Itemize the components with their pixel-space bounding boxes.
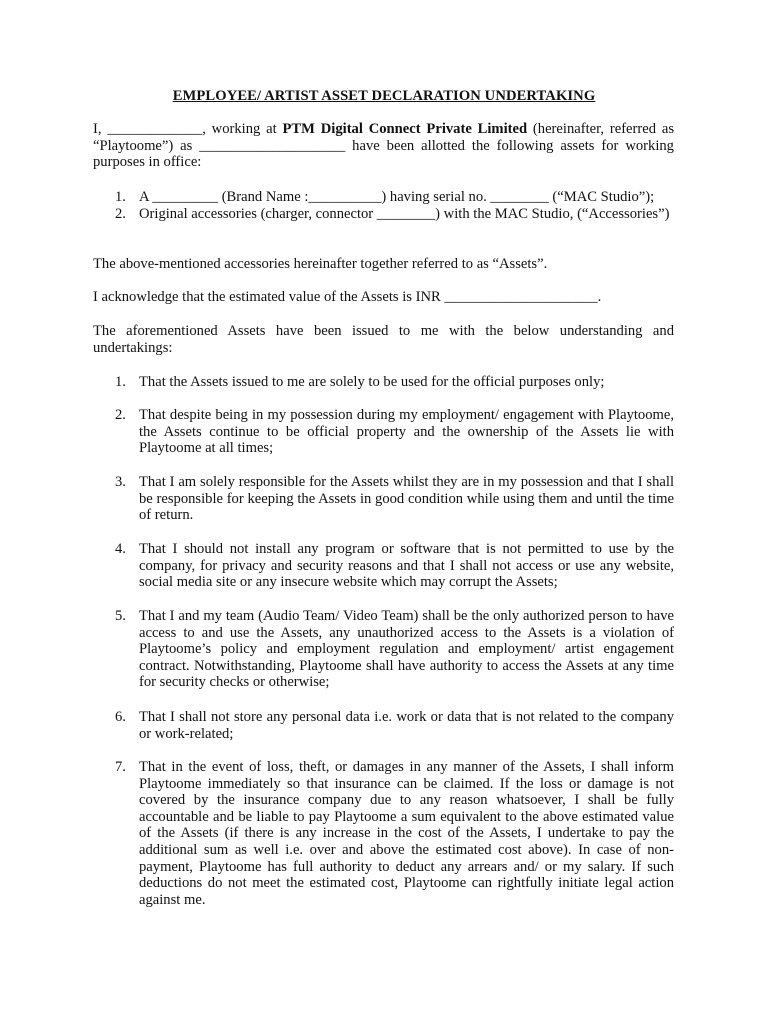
list-number: 2. bbox=[115, 407, 126, 423]
undertakings-list bbox=[93, 541, 674, 591]
intro-text-1: I, bbox=[93, 121, 108, 137]
assets-list-item bbox=[93, 189, 674, 206]
undertaking-item bbox=[93, 709, 674, 742]
designation-blank: ____________________ bbox=[199, 137, 346, 154]
undertaking-item bbox=[93, 374, 674, 391]
list-text: That despite being in my possession during my employment/ engagement with Playtoome, the Assets continue to be official property and the ownership of the Assets lie with Playtoome at all times; bbox=[139, 407, 674, 457]
list-number: 1. bbox=[115, 189, 126, 205]
list-text: That in the event of loss, theft, or damages in any manner of the Assets, I shall inform Playtoome immediately so that insurance can be claimed. If the loss or damage is not covered by the insurance company due to any reason whatsoever, I shall be fully accountable and be liable to pay Playtoome a sum equivalent to the above estimated value of the Assets (if there is any increase in the cost of the Assets, I undertake to pay the additional sum as well i.e. over and above the estimated cost above). In case of non-payment, Playtoome has full authority to deduct any arrears and/ or my salary. If such deductions do not meet the estimated cost, Playtoome can rightfully initiate legal action against me. bbox=[139, 759, 674, 908]
assets-list-item bbox=[93, 206, 674, 223]
list-text: That the Assets issued to me are solely to be used for the official purposes only; bbox=[139, 374, 605, 390]
list-text: That I should not install any program or software that is not permitted to use by the company, for privacy and security reasons and that I shall not access or use any website, social media site or any insecure website which may corrupt the Assets; bbox=[139, 541, 674, 591]
intro-text-4: have been allotted the following assets for working purposes in office: bbox=[93, 137, 674, 171]
intro-text-3: (hereinafter, referred as “Playtoome”) as bbox=[93, 121, 674, 154]
undertaking-item bbox=[93, 474, 674, 524]
intro-paragraph bbox=[93, 121, 674, 171]
company-name: PTM Digital Connect Private Limited bbox=[282, 121, 528, 137]
undertaking-item bbox=[93, 407, 674, 457]
undertakings-list bbox=[93, 474, 674, 524]
issued-paragraph: The aforementioned Assets have been issued to me with the below understanding and undertakings: bbox=[93, 323, 674, 356]
list-number: 6. bbox=[115, 709, 126, 725]
list-text: That I and my team (Audio Team/ Video Team) shall be the only authorized person to have access to and use the Assets, any unauthorized access to the Assets is a violation of Playtoome’s policy and employment regulation and employment/ artist engagement contract. Notwithstanding, Playtoome shall have authority to access the Assets at any time for security checks or otherwise; bbox=[139, 608, 674, 691]
undertakings-list bbox=[93, 709, 674, 742]
assets-definition-paragraph: The above-mentioned accessories hereinafter together referred to as “Assets”. bbox=[93, 256, 548, 272]
list-number: 7. bbox=[115, 759, 126, 775]
undertaking-item bbox=[93, 608, 674, 691]
asset-value-paragraph: I acknowledge that the estimated value of the Assets is INR _____________________. bbox=[93, 289, 602, 305]
list-text: Original accessories (charger, connector ________) with the MAC Studio, (“Accessories”) bbox=[139, 205, 670, 222]
list-text: That I am solely responsible for the Assets whilst they are in my possession and that I shall be responsible for keeping the Assets in good condition while using them and until the time of return. bbox=[139, 474, 674, 524]
list-text: A _________ (Brand Name :__________) having serial no. ________ (“MAC Studio”); bbox=[139, 189, 655, 205]
list-number: 5. bbox=[115, 608, 126, 624]
intro-text-2: , working at bbox=[202, 121, 283, 137]
undertakings-list bbox=[93, 608, 674, 691]
list-text: That I shall not store any personal data i.e. work or data that is not related to the company or work-related; bbox=[139, 709, 674, 742]
undertakings-list bbox=[93, 759, 674, 908]
undertaking-item bbox=[93, 759, 674, 908]
list-number: 3. bbox=[115, 474, 126, 490]
assets-list bbox=[93, 189, 674, 222]
undertakings-list bbox=[93, 374, 674, 391]
name-blank: _____________ bbox=[107, 121, 203, 137]
list-number: 4. bbox=[115, 541, 126, 557]
list-number: 1. bbox=[115, 374, 126, 390]
document-title: EMPLOYEE/ ARTIST ASSET DECLARATION UNDERTAKING bbox=[172, 88, 596, 104]
list-number: 2. bbox=[115, 205, 126, 222]
undertakings-list bbox=[93, 407, 674, 457]
undertaking-item bbox=[93, 541, 674, 591]
